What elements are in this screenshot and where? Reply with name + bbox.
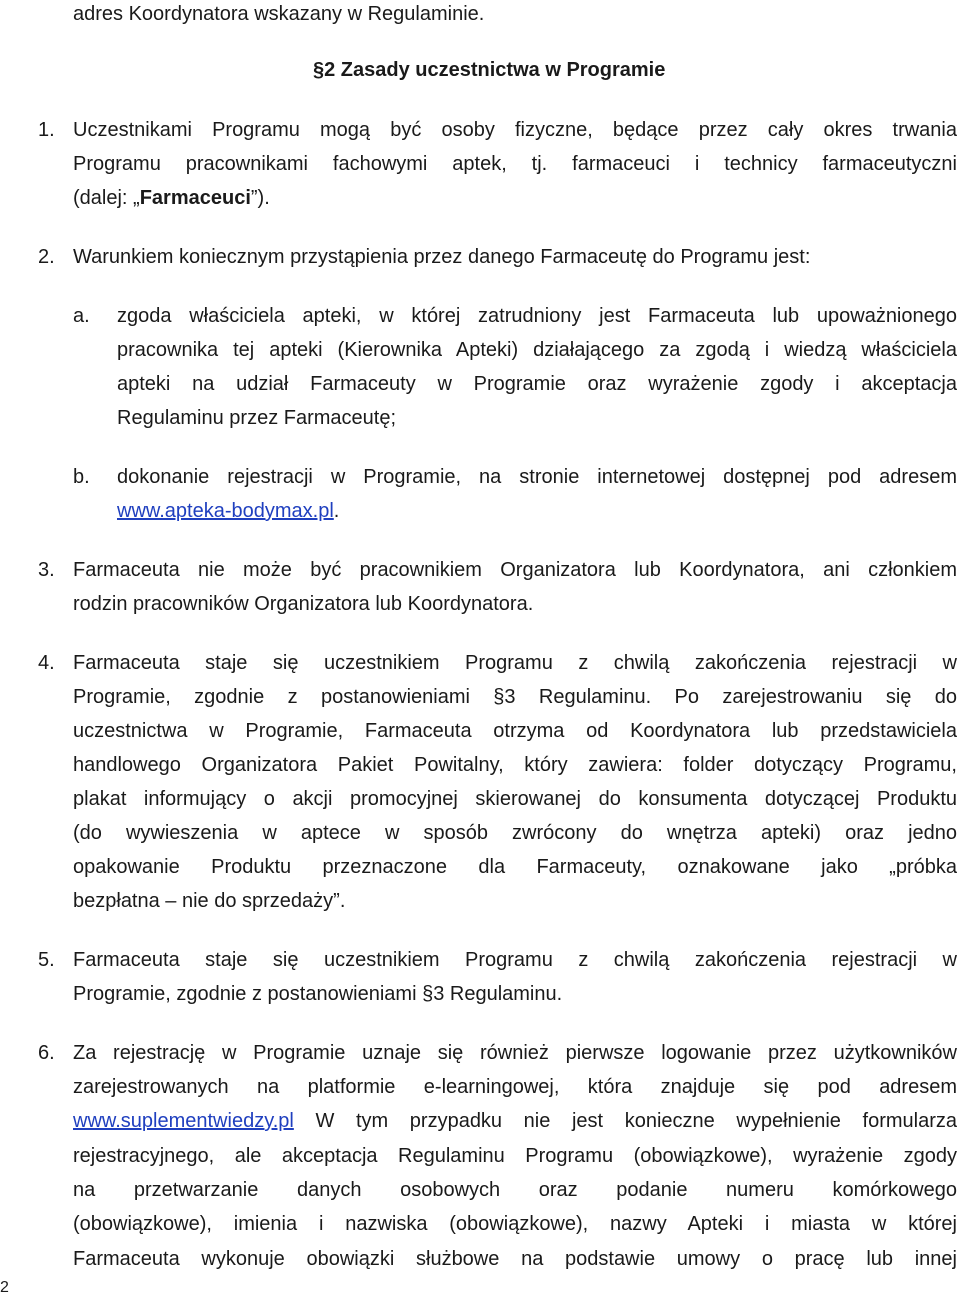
item-4-line-5: plakat informujący o akcji promocyjnej skierowanej do konsumenta dotyczącej Produktu [73,788,957,810]
item-4-line-3: uczestnictwa w Programie, Farmaceuta otrzyma od Koordynatora lub przedstawiciela [73,720,957,742]
apteka-bodymax-link[interactable]: www.apteka-bodymax.pl [117,500,334,522]
item-1-number: 1. [38,119,55,141]
suplementwiedzy-link[interactable]: www.suplementwiedzy.pl [73,1110,294,1132]
item-4-line-6: (do wywieszenia w aptece w sposób zwrócony do wnętrza apteki) oraz jedno [73,822,957,844]
item-2-line-1: Warunkiem koniecznym przystąpienia przez danego Farmaceutę do Programu jest: [73,246,811,268]
sub-b-letter: b. [73,466,90,488]
sub-b-line-2 [117,497,953,525]
item-4-line-8: bezpłatna – nie do sprzedaży”. [73,890,346,912]
item-4-line-2: Programie, zgodnie z postanowieniami §3 Regulaminu. Po zarejestrowaniu się do [73,686,957,708]
intro-tail-line: adres Koordynatora wskazany w Regulaminie. [73,3,485,25]
item-5-line-1: Farmaceuta staje się uczestnikiem Programu z chwilą zakończenia rejestracji w [73,949,957,971]
item-4-line-7: opakowanie Produktu przeznaczone dla Farmaceuty, oznakowane jako „próbka [73,856,957,878]
item-5-line-2: Programie, zgodnie z postanowieniami §3 Regulaminu. [73,983,563,1005]
item-6-line-1: Za rejestrację w Programie uznaje się również pierwsze logowanie przez użytkowników [73,1042,957,1064]
item-6-line-6: (obowiązkowe), imienia i nazwiska (obowiązkowe), nazwy Apteki i miasta w której [73,1213,957,1235]
sub-b-link-suffix: . [333,500,340,522]
item-6-number: 6. [38,1042,55,1064]
item-6-line-2: zarejestrowanych na platformie e-learningowej, która znajduje się pod adresem [73,1076,957,1098]
sub-a-line-3: apteki na udział Farmaceuty w Programie oraz wyrażenie zgody i akceptacja [117,373,957,395]
item-6-line-7: Farmaceuta wykonuje obowiązki służbowe na podstawie umowy o pracę lub innej [73,1248,957,1270]
sub-a-line-4: Regulaminu przez Farmaceutę; [117,407,397,429]
sub-a-line-1: zgoda właściciela apteki, w której zatrudniony jest Farmaceuta lub upoważnionego [117,305,957,327]
sub-a-line-2: pracownika tej apteki (Kierownika Apteki) działającego za zgodą i wiedzą właściciela [117,339,957,361]
item-3-line-2: rodzin pracowników Organizatora lub Koordynatora. [73,593,534,615]
item-1-suffix: ”). [250,187,270,209]
section-title: §2 Zasady uczestnictwa w Programie [313,59,666,81]
item-1-prefix: (dalej: „ [73,187,140,209]
item-4-number: 4. [38,652,55,674]
item-6-line-5: na przetwarzanie danych osobowych oraz podanie numeru komórkowego [73,1179,957,1201]
item-1-line-3 [73,184,953,212]
sub-a-letter: a. [73,305,90,327]
item-4-line-1: Farmaceuta staje się uczestnikiem Programu z chwilą zakończenia rejestracji w [73,652,957,674]
item-4-line-4: handlowego Organizatora Pakiet Powitalny, który zawiera: folder dotyczący Programu, [73,754,957,776]
item-2-number: 2. [38,246,55,268]
sub-b-line-1: dokonanie rejestracji w Programie, na stronie internetowej dostępnej pod adresem [117,466,957,488]
item-3-line-1: Farmaceuta nie może być pracownikiem Organizatora lub Koordynatora, ani członkiem [73,559,957,581]
item-1-line-2: Programu pracownikami fachowymi aptek, tj. farmaceuci i technicy farmaceutyczni [73,153,957,175]
item-6-link-suffix: W tym przypadku nie jest konieczne wypełnienie formularza [293,1110,957,1132]
item-3-number: 3. [38,559,55,581]
item-6-line-3 [73,1107,957,1135]
item-6-line-4: rejestracyjnego, ale akceptacja Regulaminu Programu (obowiązkowe), wyrażenie zgody [73,1145,957,1167]
item-1-line-1: Uczestnikami Programu mogą być osoby fizyczne, będące przez cały okres trwania [73,119,957,141]
item-1-defined-term: Farmaceuci [139,187,251,209]
item-5-number: 5. [38,949,55,971]
page-number: 2 [0,1279,9,1296]
